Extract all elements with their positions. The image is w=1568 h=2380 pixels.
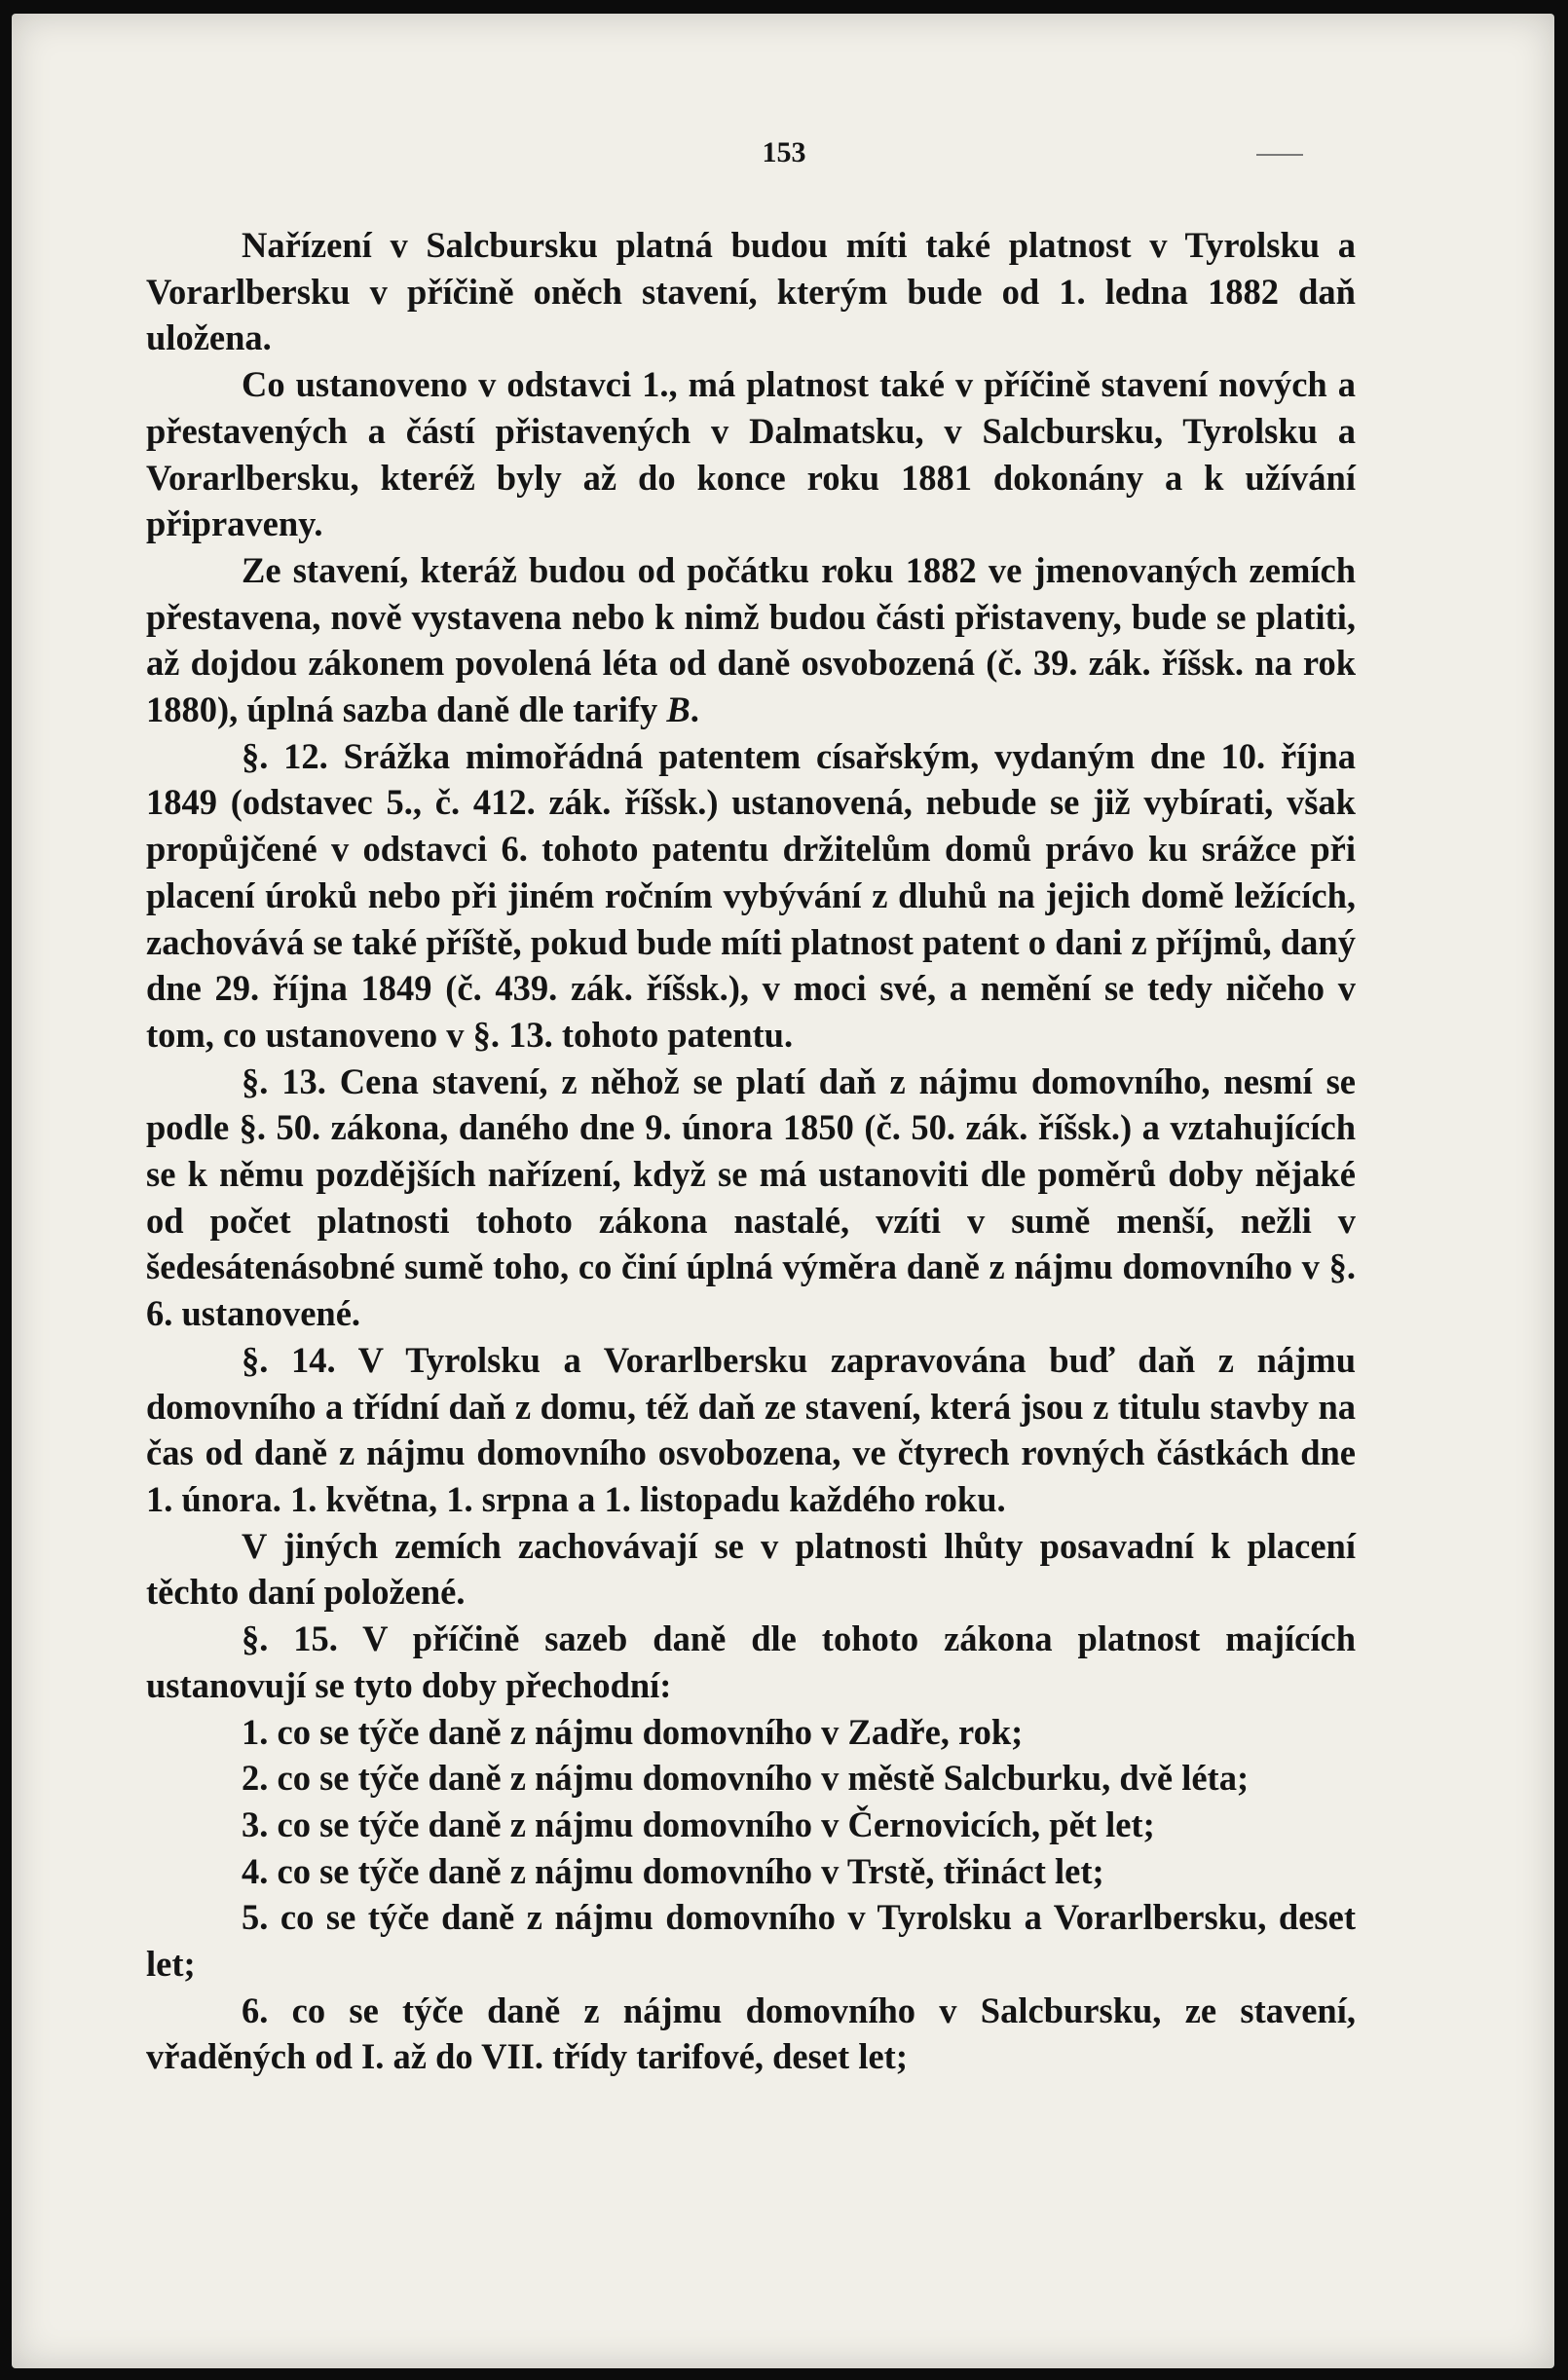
list-item: 5. co se týče daně z nájmu domovního v Tyrolsku a Vorarlbersku, deset let; — [146, 1897, 1356, 1985]
paragraph-other-lands: V jiných zemích zachovávají se v platnosti lhůty posavadní k placení těchto daní položené. — [146, 1525, 1356, 1613]
paragraph-section-1-scope: Co ustanoveno v odstavci 1., má platnost také v příčině stavení nových a přestavených a částí přistavených v Dalmatsku, v Salcbursku, Tyrolsku a Vorarlbersku, kteréž byly až do konce roku 1881 dokonány a k užívání připraveny. — [146, 364, 1356, 544]
list-item: 2. co se týče daně z nájmu domovního v městě Salcburku, dvě léta; — [242, 1758, 1250, 1799]
list-item: 3. co se týče daně z nájmu domovního v Černovicích, pět let; — [242, 1804, 1155, 1844]
paragraph-new-buildings-text: Ze stavení, kteráž budou od počátku roku 1882 ve jmenovaných zemích přestavena, nově vystavena nebo k nimž budou části přistaveny, bude se platiti, až dojdou zákonem povolená léta od daně osvobozená (č. 39. zák. říšsk. na rok 1880), úplná sazba daně dle tarify — [146, 549, 1356, 730]
paragraph-new-buildings-1882 — [146, 547, 1356, 733]
page-body — [146, 222, 1356, 2080]
paragraph-section-12: §. 12. Srážka mimořádná patentem císařským, vydaným dne 10. října 1849 (odstavec 5., č. 412. zák. říšsk.) ustanovená, nebude se již vybírati, však propůjčené v odstavci 6. tohoto patentu držitelům domů právo ku srážce při placení úroků nebo při jiném ročním vybývání z dluhů na jejich domě ležících, zachovává se také příště, pokud bude míti platnost patent o dani z příjmů, daný dne 29. října 1849 (č. 439. zák. říšsk.), v moci své, a nemění se tedy ničeho v tom, co ustanoveno v §. 13. tohoto patentu. — [146, 735, 1356, 1055]
paragraph-salcburg-regulations: Nařízení v Salcbursku platná budou míti také platnost v Tyrolsku a Vorarlbersku v příčině oněch stavení, kterým bude od 1. ledna 1882 daň uložena. — [146, 225, 1356, 358]
paragraph-section-15: §. 15. V příčině sazeb daně dle tohoto zákona platnost majících ustanovují se tyto doby přechodní: — [146, 1618, 1356, 1705]
list-item: 4. co se týče daně z nájmu domovního v Trstě, třináct let; — [242, 1850, 1104, 1891]
paragraph-section-14: §. 14. V Tyrolsku a Vorarlbersku zapravována buď daň z nájmu domovního a třídní daň z domu, též daň ze stavení, která jsou z titulu stavby na čas od daně z nájmu domovního osvobozena, ve čtyrech rovných částkách dne 1. února. 1. května, 1. srpna a 1. listopadu každého roku. — [146, 1339, 1356, 1519]
page-number: 153 — [762, 136, 806, 168]
list-item: 6. co se týče daně z nájmu domovního v Salcbursku, ze stavení, vřaděných od I. až do VII. třídy tarifové, deset let; — [146, 1990, 1356, 2077]
list-item: 1. co se týče daně z nájmu domovního v Zadře, rok; — [242, 1711, 1024, 1752]
tariff-letter: B — [666, 689, 691, 730]
margin-dash — [1256, 154, 1303, 156]
paragraph-section-13: §. 13. Cena stavení, z něhož se platí daň z nájmu domovního, nesmí se podle §. 50. zákona, daného dne 9. února 1850 (č. 50. zák. říšsk.) a vztahujících se k němu pozdějších nařízení, když se má ustanoviti dle poměrů doby nějaké od počet platnosti tohoto zákona nastalé, vzíti v sumě menší, nežli v šedesátenásobné sumě toho, co činí úplná výměra daně z nájmu domovního v §. 6. ustanovené. — [146, 1060, 1356, 1334]
paragraph-new-buildings-end: . — [690, 689, 699, 730]
